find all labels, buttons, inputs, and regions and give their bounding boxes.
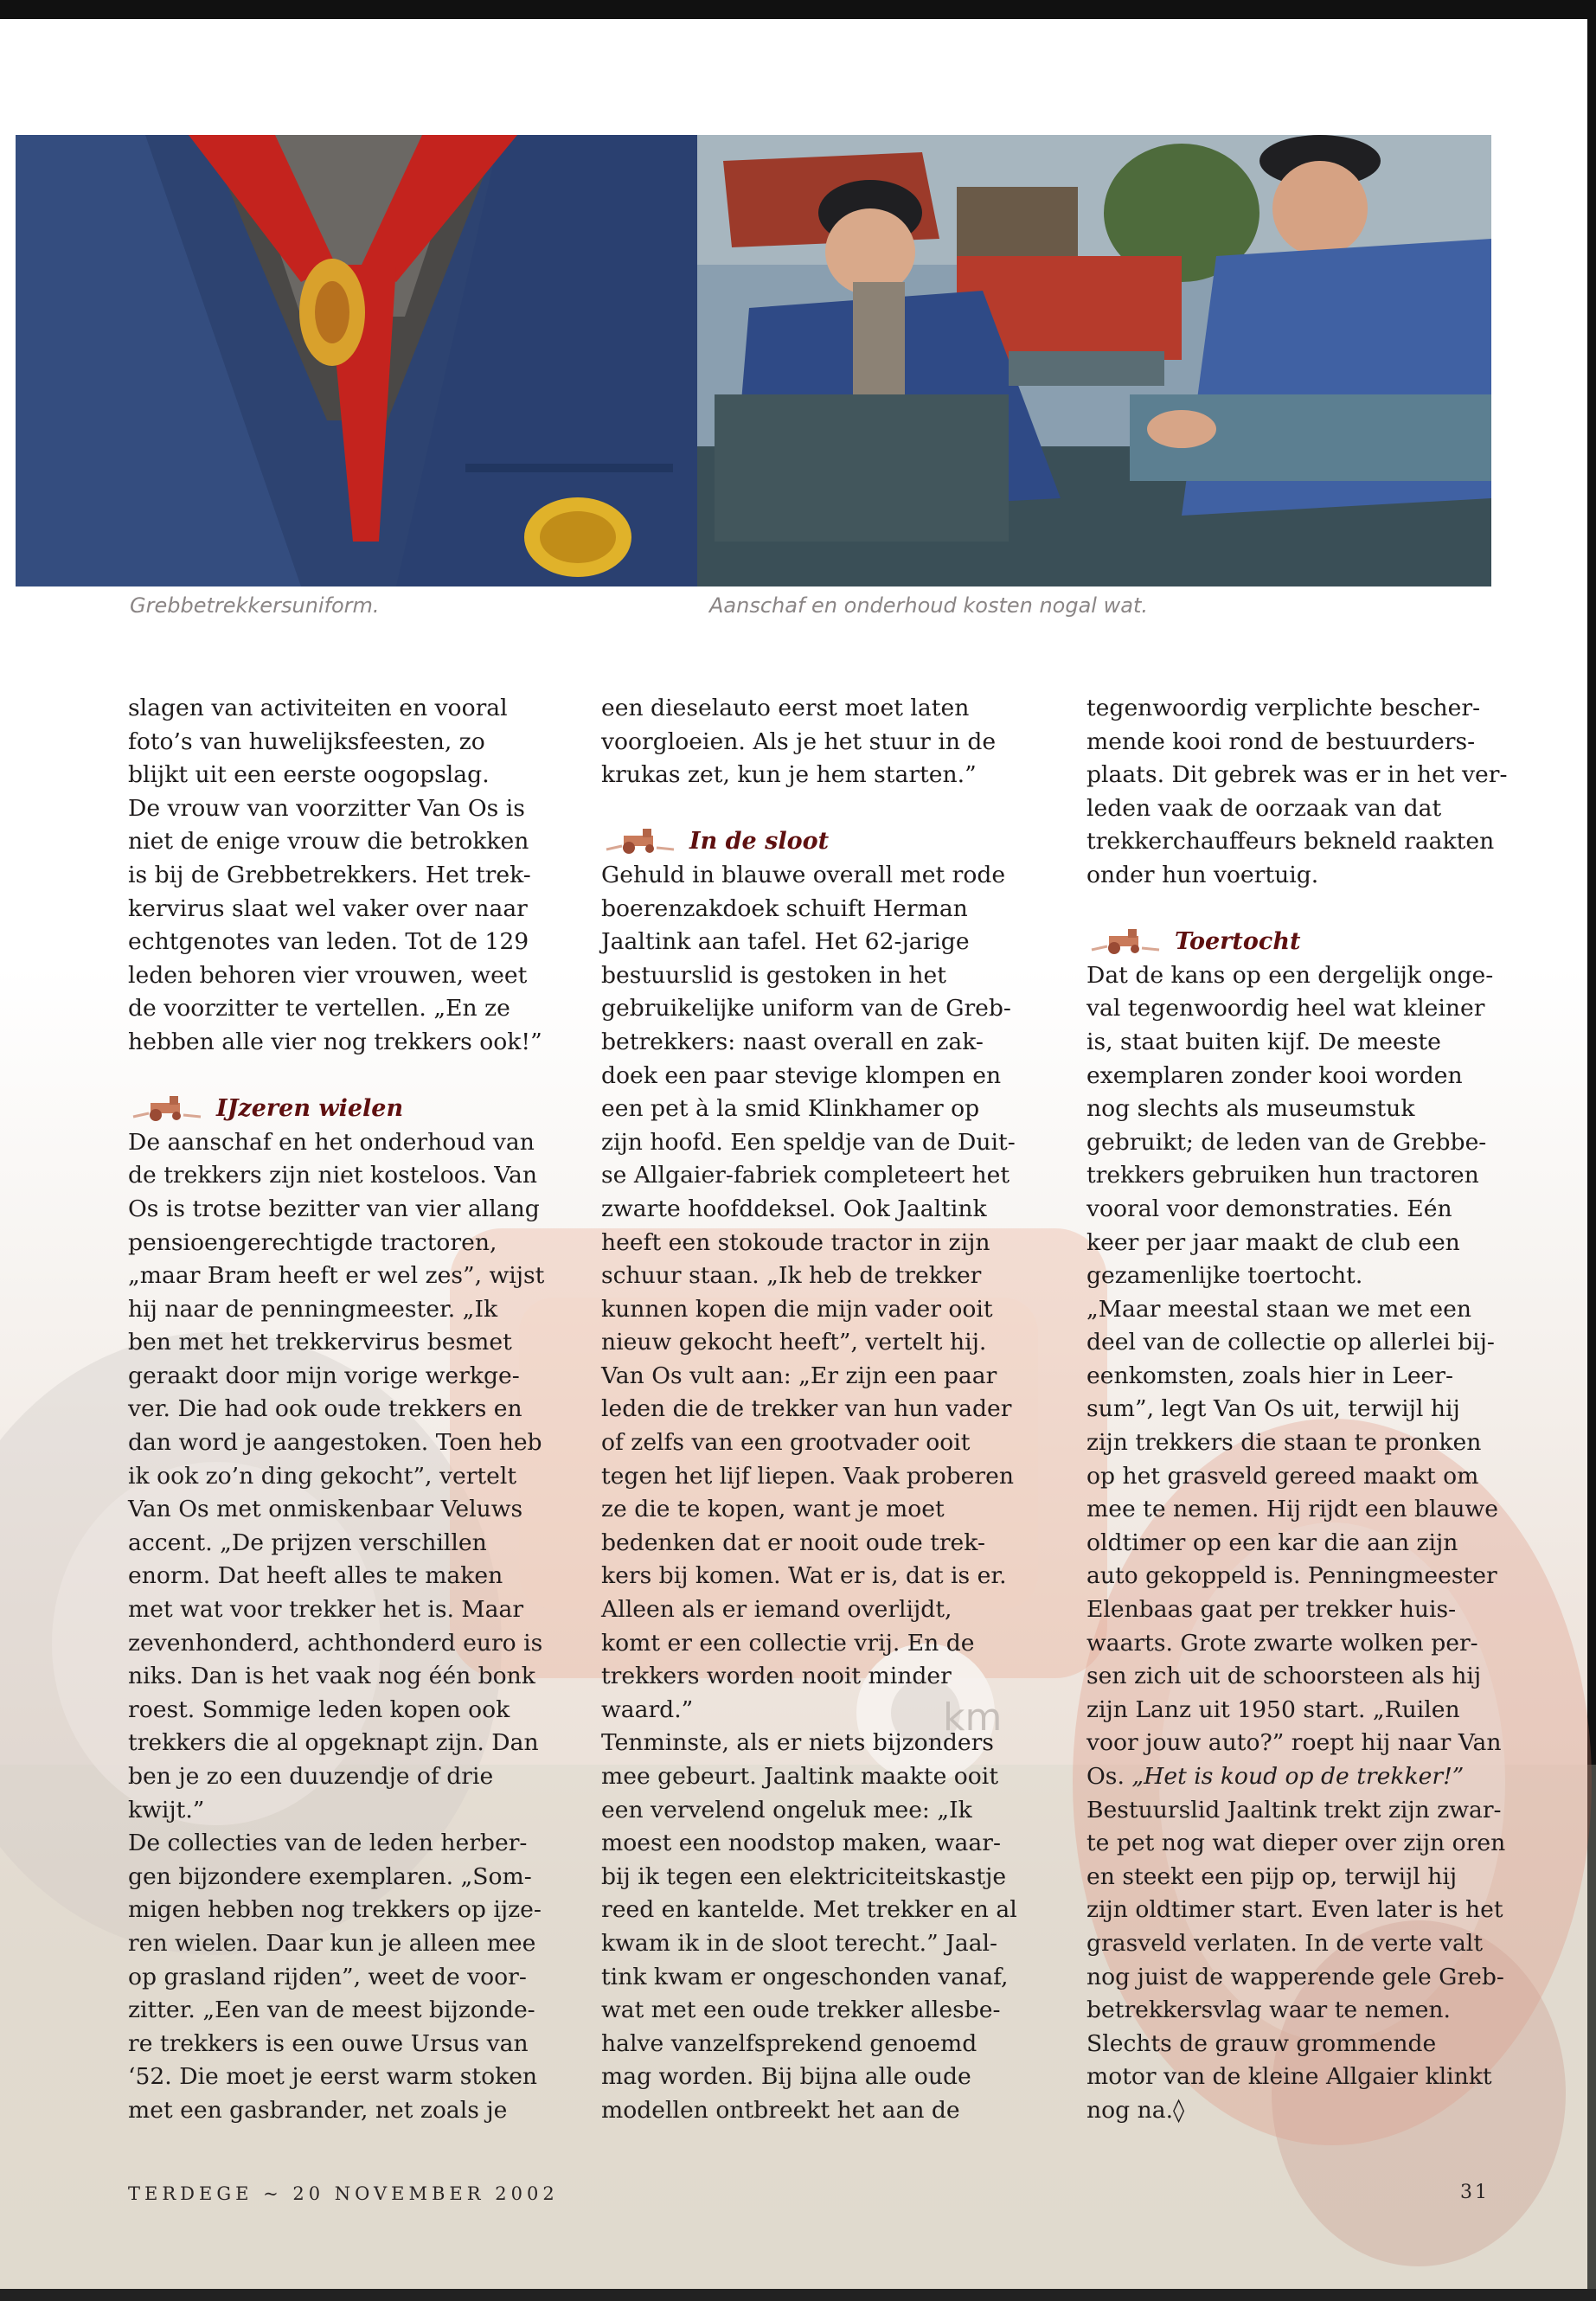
text-line: De aanschaf en het onderhoud van [128, 1128, 535, 1156]
text-line: sen zich uit de schoorsteen als hij [1086, 1663, 1482, 1690]
odometer-unit-label: km [943, 1695, 1003, 1740]
uniform-illustration [16, 135, 697, 586]
text-line: een vervelend ongeluk mee: „Ik [601, 1796, 972, 1823]
paragraph [601, 692, 1025, 792]
text-line: se Allgaier-fabriek completeert het [601, 1162, 1010, 1189]
text-line: zijn Lanz uit 1950 start. „Ruilen [1086, 1695, 1460, 1723]
text-line: schuur staan. „Ik heb de trekker [601, 1262, 982, 1290]
text-line: halve vanzelfsprekend genoemd [601, 2029, 977, 2057]
paragraph [601, 1727, 1025, 2127]
text-line: bedenken dat er nooit oude trek- [601, 1529, 985, 1556]
text-line: „Maar meestal staan we met een [1086, 1295, 1472, 1323]
text-line: De vrouw van voorzitter Van Os is [128, 794, 525, 822]
text-line: ben met het trekkervirus besmet [128, 1329, 512, 1356]
text-line: tegenwoordig verplichte bescher- [1086, 695, 1481, 721]
text-line: zijn hoofd. Een speldje van de Duit- [601, 1128, 1016, 1156]
text-line: val tegenwoordig heel wat kleiner [1086, 995, 1485, 1022]
text-line: keer per jaar maakt de club een [1086, 1228, 1460, 1256]
paragraph [128, 1827, 552, 2127]
paragraph [1086, 1293, 1510, 2128]
tractor-icon [605, 827, 676, 855]
text-line: een pet à la smid Klinkhamer op [601, 1095, 980, 1123]
paragraph [1086, 692, 1510, 893]
text-line: hebben alle vier nog trekkers ook!” [128, 1028, 542, 1055]
footer-publication: TERDEGE ~ 20 NOVEMBER 2002 [128, 2183, 559, 2204]
section-title: IJzeren wielen [216, 1095, 404, 1123]
text-line: voorgloeien. Als je het stuur in de [601, 727, 997, 755]
text-line: een dieselauto eerst moet laten [601, 695, 970, 721]
text-line: leden die de trekker van hun vader [601, 1395, 1012, 1423]
text-line: kers bij komen. Wat er is, dat is er. [601, 1562, 1007, 1590]
text-line: reed en kantelde. Met trekker en al [601, 1896, 1017, 1924]
text-line: gebruikelijke uniform van de Greb- [601, 995, 1011, 1022]
text-line: leden behoren vier vrouwen, weet [128, 961, 528, 989]
text-line: doek een paar stevige klompen en [601, 1061, 1002, 1089]
section-heading-toertocht [1086, 926, 1510, 959]
text-line: gezamenlijke toertocht. [1086, 1262, 1363, 1290]
text-line: wat met een oude trekker allesbe- [601, 1997, 1001, 2024]
text-line: bestuurslid is gestoken in het [601, 961, 946, 989]
text-line: niks. Dan is het vaak nog één bonk [128, 1663, 535, 1690]
text-line: ver. Die had ook oude trekkers en [128, 1395, 522, 1423]
text-line: plaats. Dit gebrek was er in het ver- [1086, 761, 1508, 789]
text-line: waarts. Grote zwarte wolken per- [1086, 1629, 1478, 1657]
text-line: is, staat buiten kijf. De meeste [1086, 1028, 1441, 1055]
text-line: onder hun voertuig. [1086, 861, 1319, 888]
maintenance-photo [697, 135, 1491, 586]
text-line: migen hebben nog trekkers op ijze- [128, 1896, 542, 1924]
text-line: zijn trekkers die staan te pronken [1086, 1429, 1482, 1457]
section-heading-ijzeren-wielen [128, 1093, 552, 1126]
text-line: mende kooi rond de bestuurders- [1086, 727, 1476, 755]
scan-edge-bottom [0, 2289, 1596, 2301]
article-column-3 [1086, 692, 1510, 2128]
text-line: hij naar de penningmeester. „Ik [128, 1295, 498, 1323]
text-line: Van Os vult aan: „Er zijn een paar [601, 1362, 997, 1389]
text-line: nog na.◊ [1086, 2096, 1185, 2124]
paragraph [1086, 959, 1510, 1293]
text-line: ren wielen. Daar kun je alleen mee [128, 1929, 536, 1957]
text-line: gen bijzondere exemplaren. „Som- [128, 1862, 532, 1890]
text-line: Alleen als er iemand overlijdt, [601, 1596, 952, 1624]
text-line: kunnen kopen die mijn vader ooit [601, 1295, 993, 1323]
text-line: trekkers worden nooit minder [601, 1663, 952, 1690]
text-line: boerenzakdoek schuift Herman [601, 894, 968, 922]
text-line: betrekkers: naast overall en zak- [601, 1028, 984, 1055]
text-line: zwarte hoofddeksel. Ook Jaaltink [601, 1195, 987, 1222]
text-line: Dat de kans op een dergelijk onge- [1086, 961, 1494, 989]
text-line: Tenminste, als er niets bijzonders [601, 1729, 994, 1757]
text-line: mag worden. Bij bijna alle oude [601, 2063, 971, 2091]
text-line: enorm. Dat heeft alles te maken [128, 1562, 503, 1590]
text-line: komt er een collectie vrij. En de [601, 1629, 975, 1657]
text-line: dan word je aangestoken. Toen heb [128, 1429, 542, 1457]
text-line: echtgenotes van leden. Tot de 129 [128, 928, 529, 956]
text-line: heeft een stokoude tractor in zijn [601, 1228, 990, 1256]
paragraph [128, 1126, 552, 1827]
text-line: geraakt door mijn vorige werkge- [128, 1362, 520, 1389]
text-line: vooral voor demonstraties. Eén [1086, 1195, 1452, 1222]
text-line: Elenbaas gaat per trekker huis- [1086, 1596, 1457, 1624]
scan-edge-top [0, 0, 1596, 19]
text-line: eenkomsten, zoals hier in Leer- [1086, 1362, 1453, 1389]
article-column-1 [128, 692, 552, 2128]
caption-maintenance: Aanschaf en onderhoud kosten nogal wat. [709, 593, 1148, 618]
text-line: nieuw gekocht heeft”, vertelt hij. [601, 1329, 987, 1356]
text-line: nog slechts als museumstuk [1086, 1095, 1415, 1123]
maintenance-illustration [697, 135, 1491, 586]
quote-italic: „Het is koud op de trekker!” [1131, 1763, 1465, 1790]
tractor-icon [1090, 927, 1161, 955]
text-line: ik ook zo’n ding gekocht”, vertelt [128, 1462, 517, 1490]
text-line: „maar Bram heeft er wel zes”, wijst [128, 1262, 545, 1290]
text-line: zitter. „Een van de meest bijzonde- [128, 1997, 535, 2024]
section-title: In de sloot [689, 828, 830, 856]
text-line: mee te nemen. Hij rijdt een blauwe [1086, 1496, 1498, 1523]
text-line: sum”, legt Van Os uit, terwijl hij [1086, 1395, 1460, 1423]
text-line: trekkerchauffeurs bekneld raakten [1086, 828, 1495, 856]
text-line: met wat voor trekker het is. Maar [128, 1596, 524, 1624]
text-line: De collecties van de leden herber- [128, 1830, 528, 1857]
text-line: leden vaak de oorzaak van dat [1086, 794, 1442, 822]
text-line: ben je zo een duuzendje of drie [128, 1763, 494, 1790]
text-line: Gehuld in blauwe overall met rode [601, 861, 1006, 888]
text-line: kwam ik in de sloot terecht.” Jaal- [601, 1929, 998, 1957]
text-line: re trekkers is een ouwe Ursus van [128, 2029, 529, 2057]
text-line: mee gebeurt. Jaaltink maakte ooit [601, 1763, 999, 1790]
text-line: moest een noodstop maken, waar- [601, 1830, 1001, 1857]
text-line: pensioengerechtigde tractoren, [128, 1228, 497, 1256]
text-line: waard.” [601, 1695, 694, 1723]
text-line: kervirus slaat wel vaker over naar [128, 894, 528, 922]
text-line: motor van de kleine Allgaier klinkt [1086, 2063, 1492, 2091]
text-fragment: Os. [1086, 1763, 1132, 1790]
paragraph [128, 692, 552, 1060]
text-line: gebruikt; de leden van de Grebbe- [1086, 1128, 1487, 1156]
text-line: trekkers die al opgeknapt zijn. Dan [128, 1729, 539, 1757]
text-line: deel van de collectie op allerlei bij- [1086, 1329, 1495, 1356]
text-line: nog juist de wapperende gele Greb- [1086, 1963, 1504, 1990]
text-line: Slechts de grauw grommende [1086, 2029, 1437, 2057]
text-line: te pet nog wat dieper over zijn oren [1086, 1830, 1506, 1857]
text-line: Os is trotse bezitter van vier allang [128, 1195, 540, 1222]
text-line: bij ik tegen een elektriciteitskastje [601, 1862, 1007, 1890]
text-line: ze die te kopen, want je moet [601, 1496, 945, 1523]
text-line: de trekkers zijn niet kosteloos. Van [128, 1162, 538, 1189]
text-line: met een gasbrander, net zoals je [128, 2096, 508, 2124]
text-line: modellen ontbreekt het aan de [601, 2096, 960, 2124]
text-line: zijn oldtimer start. Even later is het [1086, 1896, 1503, 1924]
text-line: oldtimer op een kar die aan zijn [1086, 1529, 1458, 1556]
text-line: kwijt.” [128, 1796, 205, 1823]
text-line: grasveld verlaten. In de verte valt [1086, 1929, 1484, 1957]
caption-uniform: Grebbetrekkersuniform. [130, 593, 380, 618]
text-line: exemplaren zonder kooi worden [1086, 1061, 1463, 1089]
tractor-icon [131, 1094, 202, 1122]
text-line: en steekt een pijp op, terwijl hij [1086, 1862, 1458, 1890]
text-line: roest. Sommige leden kopen ook [128, 1695, 510, 1723]
text-line: zevenhonderd, achthonderd euro is [128, 1629, 543, 1657]
page-number: 31 [1460, 2182, 1490, 2203]
text-line: of zelfs van een grootvader ooit [601, 1429, 971, 1457]
text-line: de voorzitter te vertellen. „En ze [128, 995, 510, 1022]
uniform-photo [16, 135, 697, 586]
text-line: tegen het lijf liepen. Vaak proberen [601, 1462, 1014, 1490]
text-line: slagen van activiteiten en vooral [128, 695, 508, 721]
text-line: foto’s van huwelijksfeesten, zo [128, 727, 485, 755]
text-line: tink kwam er ongeschonden vanaf, [601, 1963, 1009, 1990]
text-line: accent. „De prijzen verschillen [128, 1529, 487, 1556]
section-title: Toertocht [1175, 928, 1301, 956]
text-line: ‘52. Die moet je eerst warm stoken [128, 2063, 538, 2091]
text-line: voor jouw auto?” roept hij naar Van [1086, 1729, 1502, 1757]
text-line: op het grasveld gereed maakt om [1086, 1462, 1479, 1490]
article-column-2 [601, 692, 1025, 2128]
text-line: niet de enige vrouw die betrokken [128, 828, 529, 856]
paragraph [601, 859, 1025, 1727]
text-line: op grasland rijden”, weet de voor- [128, 1963, 527, 1990]
text-line: krukas zet, kun je hem starten.” [601, 761, 977, 789]
text-line: blijkt uit een eerste oogopslag. [128, 761, 490, 789]
text-line: auto gekoppeld is. Penningmeester [1086, 1562, 1497, 1590]
section-heading-in-de-sloot [601, 825, 1025, 859]
text-line: Bestuurslid Jaaltink trekt zijn zwar- [1086, 1796, 1502, 1823]
text-line: betrekkersvlag waar te nemen. [1086, 1997, 1452, 2024]
text-line: Van Os met onmiskenbaar Veluws [128, 1496, 523, 1523]
text-line: Jaaltink aan tafel. Het 62-jarige [601, 928, 970, 956]
text-line: is bij de Grebbetrekkers. Het trek- [128, 861, 531, 888]
text-line: trekkers gebruiken hun tractoren [1086, 1162, 1479, 1189]
